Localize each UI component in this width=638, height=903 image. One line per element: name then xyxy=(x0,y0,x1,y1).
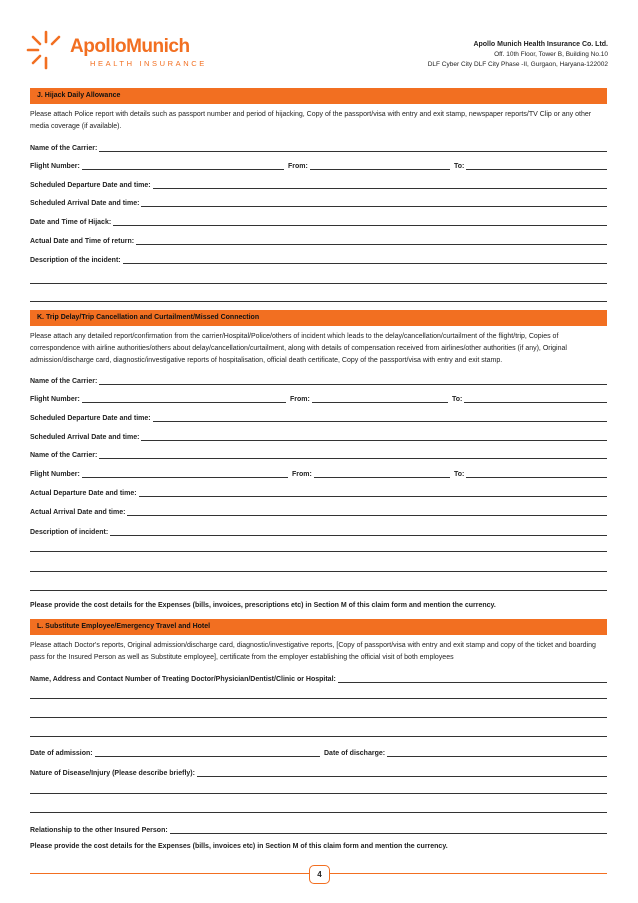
field-label: Name of the Carrier: xyxy=(30,452,98,459)
input-line[interactable] xyxy=(153,181,607,189)
k-flight2-row xyxy=(30,468,607,478)
to-input[interactable] xyxy=(464,395,607,403)
input-line[interactable] xyxy=(99,144,607,152)
company-header xyxy=(428,40,608,70)
field-label: Flight Number: xyxy=(30,396,80,403)
flight-number-input[interactable] xyxy=(82,470,288,478)
field-label: Description of incident: xyxy=(30,529,109,536)
company-address-1: Off. 10th Floor, Tower B, Building No.10 xyxy=(494,51,608,58)
k-sched-dep-field[interactable] xyxy=(30,412,607,422)
field-label: From: xyxy=(288,163,308,170)
field-label: To: xyxy=(452,396,463,403)
section-k-instructions: Please attach any detailed report/confirmation from the carrier/Hospital/Police/others of incident which leads to the delay/cancellation/curtailment of the flight/trip, Copies of correspondence with airline authorities/others about delay/cancellation/curtailment, along with details of compensation received from airlines/other authorities (if any), Original admission/discharge card, diagnostic/investigative reports of hospitalisation, official death certificate, Copy of the passport/visa with entry and exit stamp. xyxy=(30,333,567,364)
input-line[interactable] xyxy=(123,256,607,264)
l-disease-field[interactable] xyxy=(30,767,607,777)
l-doctor-line[interactable] xyxy=(30,698,607,699)
section-k-header: K. Trip Delay/Trip Cancellation and Curtailment/Missed Connection xyxy=(30,310,607,326)
field-label: Date of discharge: xyxy=(324,750,386,757)
k-carrier2-field[interactable] xyxy=(30,449,607,459)
l-relationship-field[interactable] xyxy=(30,824,607,834)
l-disease-line[interactable] xyxy=(30,812,607,813)
k-description-line[interactable] xyxy=(30,551,607,552)
k-carrier-field[interactable] xyxy=(30,375,607,385)
section-j-instructions: Please attach Police report with details such as passport number and period of hijacking, Copy of the passport/visa with entry and exit stamp, newspaper reports/TV Clip or any other media coverage (if available). xyxy=(30,111,592,130)
input-line[interactable] xyxy=(99,377,607,385)
from-input[interactable] xyxy=(312,395,448,403)
to-input[interactable] xyxy=(466,162,607,170)
input-line[interactable] xyxy=(141,199,607,207)
l-dates-row xyxy=(30,747,607,757)
discharge-date-input[interactable] xyxy=(387,749,607,757)
j-hijack-field[interactable] xyxy=(30,216,607,226)
field-label: Flight Number: xyxy=(30,163,80,170)
field-label: To: xyxy=(454,471,465,478)
input-line[interactable] xyxy=(338,675,607,683)
k-description-line[interactable] xyxy=(30,571,607,572)
section-j-header: J. Hijack Daily Allowance xyxy=(30,88,607,104)
input-line[interactable] xyxy=(99,451,607,459)
input-line[interactable] xyxy=(141,433,607,441)
field-label: Scheduled Arrival Date and time: xyxy=(30,434,140,441)
k-actual-dep-field[interactable] xyxy=(30,487,607,497)
k-description-field[interactable] xyxy=(30,526,607,536)
footer-rule-left xyxy=(30,873,309,874)
footer-rule-right xyxy=(330,873,607,874)
apollo-munich-logo xyxy=(24,28,214,74)
from-input[interactable] xyxy=(314,470,450,478)
l-doctor-line[interactable] xyxy=(30,736,607,737)
field-label: From: xyxy=(292,471,312,478)
input-line[interactable] xyxy=(136,237,607,245)
j-description-line[interactable] xyxy=(30,283,607,284)
k-sched-arr-field[interactable] xyxy=(30,431,607,441)
l-cost-note: Please provide the cost details for the Expenses (bills, invoices etc) in Section M of this claim form and mention the currency. xyxy=(30,843,448,850)
field-label: To: xyxy=(454,163,465,170)
j-carrier-field[interactable] xyxy=(30,142,607,152)
field-label: Name of the Carrier: xyxy=(30,145,98,152)
j-description-field[interactable] xyxy=(30,254,607,264)
page-number: 4 xyxy=(309,865,330,884)
field-label: Scheduled Departure Date and time: xyxy=(30,415,151,422)
j-flight-row xyxy=(30,160,607,170)
k-actual-arr-field[interactable] xyxy=(30,506,607,516)
input-line[interactable] xyxy=(197,769,607,777)
field-label: Actual Arrival Date and time: xyxy=(30,509,126,516)
input-line[interactable] xyxy=(153,414,607,422)
sunburst-icon xyxy=(24,28,68,72)
company-name: Apollo Munich Health Insurance Co. Ltd. xyxy=(473,41,608,48)
field-label: Description of the incident: xyxy=(30,257,121,264)
field-label: Actual Date and Time of return: xyxy=(30,238,135,245)
input-line[interactable] xyxy=(139,489,607,497)
j-return-field[interactable] xyxy=(30,235,607,245)
j-sched-arr-field[interactable] xyxy=(30,197,607,207)
k-cost-note: Please provide the cost details for the Expenses (bills, invoices, prescriptions etc) in Section M of this claim form and mention the currency. xyxy=(30,602,496,609)
j-description-line[interactable] xyxy=(30,301,607,302)
flight-number-input[interactable] xyxy=(82,162,284,170)
input-line[interactable] xyxy=(110,528,607,536)
section-l-instructions: Please attach Doctor's reports, Original admission/discharge card, diagnostic/investigative reports, [Copy of passport/visa with entry and exit stamp and copy of the ticket and boarding pass for the Insured Person as well as Substitute employee], certificate from the employer establishing the official visit of both employees xyxy=(30,642,596,661)
l-doctor-field[interactable] xyxy=(30,673,607,683)
field-label: From: xyxy=(290,396,310,403)
input-line[interactable] xyxy=(170,826,607,834)
k-description-line[interactable] xyxy=(30,590,607,591)
field-label: Name, Address and Contact Number of Treating Doctor/Physician/Dentist/Clinic or Hospital: xyxy=(30,676,336,683)
input-line[interactable] xyxy=(127,508,607,516)
company-address-2: DLF Cyber City DLF City Phase -II, Gurgaon, Haryana-122002 xyxy=(427,61,608,68)
field-label: Scheduled Departure Date and time: xyxy=(30,182,151,189)
flight-number-input[interactable] xyxy=(82,395,286,403)
field-label: Relationship to the other Insured Person: xyxy=(30,827,168,834)
field-label: Name of the Carrier: xyxy=(30,378,98,385)
field-label: Date of admission: xyxy=(30,750,93,757)
field-label: Date and Time of Hijack: xyxy=(30,219,112,226)
to-input[interactable] xyxy=(466,470,607,478)
k-flight-row xyxy=(30,393,607,403)
brand-tagline: HEALTH INSURANCE xyxy=(90,59,207,68)
brand-name: ApolloMunich xyxy=(70,36,190,57)
field-label: Flight Number: xyxy=(30,471,80,478)
admission-date-input[interactable] xyxy=(95,749,320,757)
field-label: Nature of Disease/Injury (Please describe briefly): xyxy=(30,770,195,777)
l-doctor-line[interactable] xyxy=(30,717,607,718)
from-input[interactable] xyxy=(310,162,450,170)
field-label: Scheduled Arrival Date and time: xyxy=(30,200,140,207)
j-sched-dep-field[interactable] xyxy=(30,179,607,189)
l-disease-line[interactable] xyxy=(30,793,607,794)
field-label: Actual Departure Date and time: xyxy=(30,490,137,497)
input-line[interactable] xyxy=(113,218,607,226)
section-l-header: L. Substitute Employee/Emergency Travel and Hotel xyxy=(30,619,607,635)
